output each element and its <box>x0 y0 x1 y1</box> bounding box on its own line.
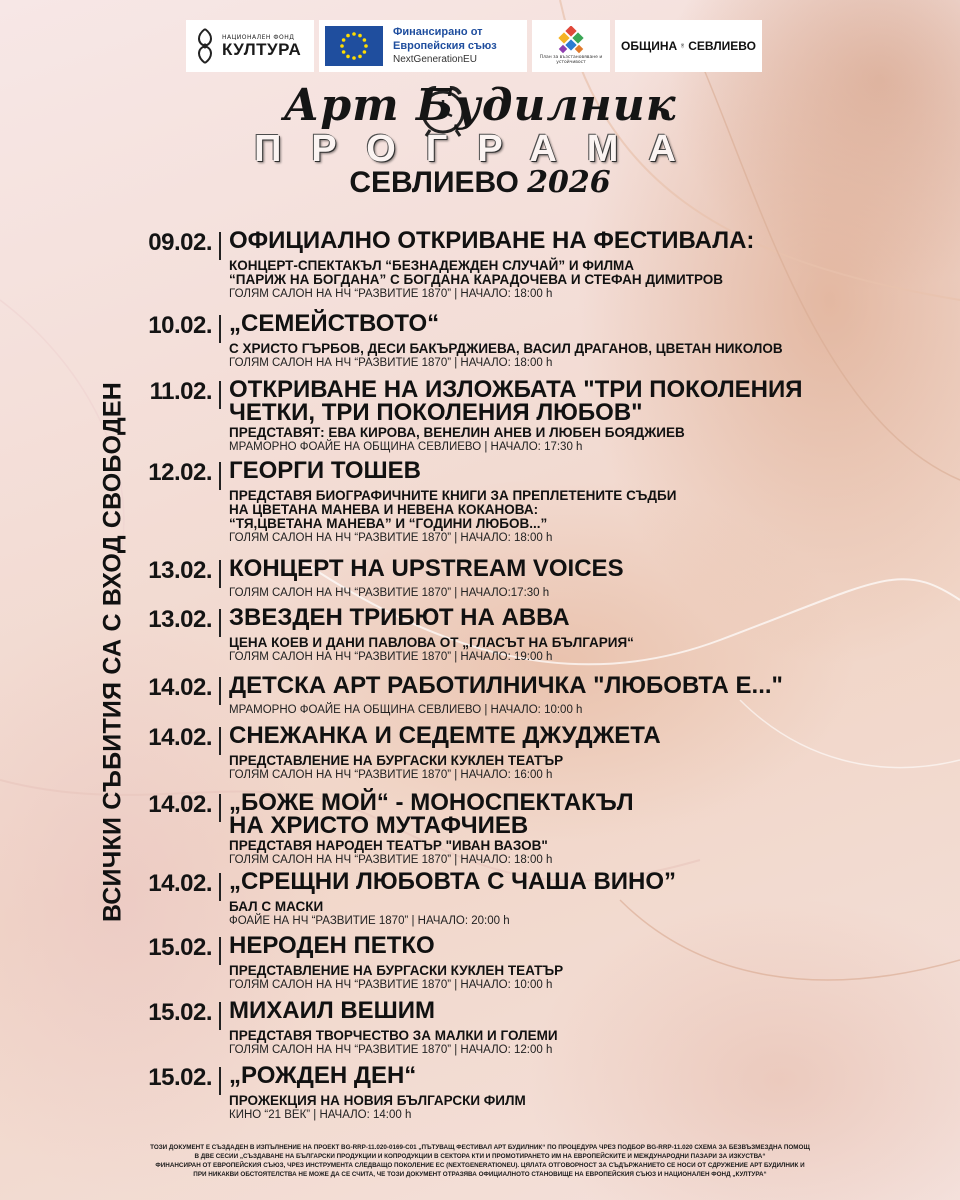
free-entry-note: ВСИЧКИ СЪБИТИЯ СА С ВХОД СВОБОДЕН <box>98 381 127 923</box>
city-year-heading <box>0 165 960 200</box>
event-subtitle: ПРЕДСТАВЯ ТВОРЧЕСТВО ЗА МАЛКИ И ГОЛЕМИ <box>229 1028 558 1043</box>
divider <box>219 315 221 343</box>
event-subtitle: ПРЕДСТАВЯ БИОГРАФИЧНИТЕ КНИГИ ЗА ПРЕПЛЕТЕНИТЕ СЪДБИ <box>229 488 677 503</box>
disclaimer-line: ФИНАНСИРАН ОТ ЕВРОПЕЙСКИЯ СЪЮЗ, ЧРЕЗ ИНСТРУМЕНТА СЛЕДВАЩО ПОКОЛЕНИЕ ЕС (NEXTGENERATIONEU). ЦЯЛАТА ОТГОВОРНОСТ ЗА СЪДЪРЖАНИЕТО СЕ НОСИ ОТ СДРУЖЕНИЕ АРТ БУДИЛНИК И <box>155 1162 805 1169</box>
event-title-line-2: НА ХРИСТО МУТАФЧИЕВ <box>229 812 529 839</box>
event-title: ДЕТСКА АРТ РАБОТИЛНИЧКА "ЛЮБОВТА Е..." <box>229 672 783 699</box>
divider <box>219 560 221 588</box>
event-date: 15.02. <box>148 1064 212 1091</box>
event-subtitle: ПРЕДСТАВЯТ: ЕВА КИРОВА, ВЕНЕЛИН АНЕВ И ЛЮБЕН БОЯДЖИЕВ <box>229 425 685 440</box>
event-venue: ГОЛЯМ САЛОН НА НЧ “РАЗВИТИЕ 1870” | НАЧАЛО: 18:00 h <box>229 532 553 544</box>
event-date: 10.02. <box>148 312 212 339</box>
divider <box>219 1002 221 1030</box>
city-name: СЕВЛИЕВО <box>349 166 519 199</box>
kultura-small-text: НАЦИОНАЛЕН ФОНД <box>222 33 295 41</box>
event-title: НЕРОДЕН ПЕТКО <box>229 932 435 959</box>
eu-line-2: Европейския съюз <box>393 39 497 52</box>
event-title: „СРЕЩНИ ЛЮБОВТА С ЧАША ВИНО” <box>229 868 677 895</box>
event-venue: ГОЛЯМ САЛОН НА НЧ “РАЗВИТИЕ 1870” | НАЧАЛО: 18:00 h <box>229 288 553 300</box>
kultura-emblem-icon <box>194 27 216 65</box>
event-date: 13.02. <box>148 606 212 633</box>
divider <box>219 794 221 822</box>
divider <box>219 873 221 901</box>
event-title: МИХАИЛ ВЕШИМ <box>229 997 436 1024</box>
disclaimer-line: ПРИ НИКАКВИ ОБСТОЯТЕЛСТВА НЕ МОЖЕ ДА СЕ СЧИТА, ЧЕ ТОЗИ ДОКУМЕНТ ОТРАЗЯВА ОФИЦИАЛНОТО СТАНОВИЩЕ НА ЕВРОПЕЙСКИЯ СЪЮЗ И НАЦИОНАЛЕН ФОНД „КУЛТУРА“ <box>193 1171 767 1178</box>
event-title-line-2: ЧЕТКИ, ТРИ ПОКОЛЕНИЯ ЛЮБОВ" <box>229 399 643 426</box>
divider <box>219 381 221 409</box>
divider <box>219 937 221 965</box>
event-subtitle: ПРЕДСТАВЛЕНИЕ НА БУРГАСКИ КУКЛЕН ТЕАТЪР <box>229 963 564 978</box>
funding-disclaimer <box>80 1143 880 1179</box>
year: 2026 <box>527 165 611 200</box>
event-title: „РОЖДЕН ДЕН“ <box>229 1062 417 1089</box>
program-heading: ПРОГРАМА <box>254 128 706 170</box>
event-subtitle: ПРОЖЕКЦИЯ НА НОВИЯ БЪЛГАРСКИ ФИЛМ <box>229 1093 526 1108</box>
event-venue: ГОЛЯМ САЛОН НА НЧ “РАЗВИТИЕ 1870” | НАЧАЛО: 18:00 h <box>229 357 553 369</box>
event-subtitle: НА ЦВЕТАНА МАНЕВА И НЕВЕНА КОКАНОВА: <box>229 502 539 517</box>
event-subtitle: С ХРИСТО ГЪРБОВ, ДЕСИ БАКЪРДЖИЕВА, ВАСИЛ ДРАГАНОВ, ЦВЕТАН НИКОЛОВ <box>229 341 783 356</box>
event-venue: КИНО “21 ВЕК” | НАЧАЛО: 14:00 h <box>229 1109 412 1121</box>
partner-logos <box>186 20 762 72</box>
event-date: 14.02. <box>148 674 212 701</box>
sevlievo-municipality-logo <box>615 20 762 72</box>
kultura-logo <box>186 20 314 72</box>
event-title: КОНЦЕРТ НА UPSTREAM VOICES <box>229 555 624 582</box>
event-date: 15.02. <box>148 999 212 1026</box>
event-date: 14.02. <box>148 791 212 818</box>
event-subtitle: “ТЯ,ЦВЕТАНА МАНЕВА” И “ГОДИНИ ЛЮБОВ...” <box>229 516 548 531</box>
event-venue: ГОЛЯМ САЛОН НА НЧ “РАЗВИТИЕ 1870” | НАЧАЛО: 12:00 h <box>229 1044 553 1056</box>
event-title: ОФИЦИАЛНО ОТКРИВАНЕ НА ФЕСТИВАЛА: <box>229 227 755 254</box>
event-subtitle: “ПАРИЖ НА БОГДАНА” С БОГДАНА КАРАДОЧЕВА И СТЕФАН ДИМИТРОВ <box>229 272 724 287</box>
divider <box>219 609 221 637</box>
event-date: 13.02. <box>148 557 212 584</box>
kultura-big-text: КУЛТУРА <box>222 39 302 59</box>
eu-flag-icon <box>325 26 383 66</box>
event-date: 14.02. <box>148 870 212 897</box>
event-subtitle: ПРЕДСТАВЯ НАРОДЕН ТЕАТЪР "ИВАН ВАЗОВ" <box>229 838 548 853</box>
disclaimer-line: ТОЗИ ДОКУМЕНТ Е СЪЗДАДЕН В ИЗПЪЛНЕНИЕ НА ПРОЕКТ BG-RRP-11.020-0169-C01 „ПЪТУВАЩ ФЕСТИВАЛ АРТ БУДИЛНИК“ ПО ПРОЦЕДУРА ЧРЕЗ ПОДБОР BG-RRP-11.020 СХЕМА ЗА БЕЗВЪЗМЕЗДНА ПОМОЩ <box>150 1144 810 1151</box>
eu-line-3: NextGenerationEU <box>393 53 477 65</box>
event-subtitle: КОНЦЕРТ-СПЕКТАКЪЛ “БЕЗНАДЕЖДЕН СЛУЧАЙ” И ФИЛМА <box>229 258 635 273</box>
recovery-plan-icon <box>554 26 588 56</box>
event-venue: МРАМОРНО ФОАЙЕ НА ОБЩИНА СЕВЛИЕВО | НАЧАЛО: 17:30 h <box>229 441 583 453</box>
disclaimer-line: В ДВЕ СЕСИИ „СЪЗДАВАНЕ НА БЪЛГАРСКИ ПРОДУКЦИИ И КОПРОДУКЦИИ В СЕКТОРА КТИ И ПРОМОТИРАНЕТО ИМ НА ЕВРОПЕЙСКИТЕ И МЕЖДУНАРОДНИ ПАЗАРИ ЗА ИЗКУСТВА“ <box>194 1153 766 1160</box>
event-title: СНЕЖАНКА И СЕДЕМТЕ ДЖУДЖЕТА <box>229 722 661 749</box>
event-venue: ГОЛЯМ САЛОН НА НЧ “РАЗВИТИЕ 1870” | НАЧАЛО: 18:00 h <box>229 854 553 866</box>
event-subtitle: ЦЕНА КОЕВ И ДАНИ ПАВЛОВА ОТ „ГЛАСЪТ НА БЪЛГАРИЯ“ <box>229 635 634 650</box>
sevlievo-left-text: ОБЩИНА <box>621 39 678 53</box>
event-venue: ГОЛЯМ САЛОН НА НЧ “РАЗВИТИЕ 1870” | НАЧАЛО: 10:00 h <box>229 979 553 991</box>
divider <box>219 232 221 260</box>
event-subtitle: ПРЕДСТАВЛЕНИЕ НА БУРГАСКИ КУКЛЕН ТЕАТЪР <box>229 753 564 768</box>
event-date: 12.02. <box>148 459 212 486</box>
event-date: 14.02. <box>148 724 212 751</box>
eu-line-1: Финансирано от <box>393 26 483 38</box>
event-date: 15.02. <box>148 934 212 961</box>
event-date: 09.02. <box>148 229 212 256</box>
event-venue: ФОАЙЕ НА НЧ “РАЗВИТИЕ 1870” | НАЧАЛО: 20:00 h <box>229 915 510 927</box>
event-title: „БОЖЕ МОЙ“ - МОНОСПЕКТАКЪЛ <box>229 789 634 816</box>
recovery-plan-logo <box>532 20 610 72</box>
festival-title: Арт Будилник <box>283 80 677 131</box>
event-title: ЗВЕЗДЕН ТРИБЮТ НА АВВА <box>229 604 570 631</box>
sevlievo-right-text: СЕВЛИЕВО <box>688 39 756 53</box>
event-venue: ГОЛЯМ САЛОН НА НЧ “РАЗВИТИЕ 1870” | НАЧАЛО:17:30 h <box>229 587 550 599</box>
event-title: ОТКРИВАНЕ НА ИЗЛОЖБАТА "ТРИ ПОКОЛЕНИЯ <box>229 376 803 403</box>
event-title: „СЕМЕЙСТВОТО“ <box>229 310 440 337</box>
event-subtitle: БАЛ С МАСКИ <box>229 899 324 914</box>
recovery-plan-text: План за възстановяване и устойчивост <box>539 55 603 65</box>
divider <box>219 727 221 755</box>
event-venue: ГОЛЯМ САЛОН НА НЧ “РАЗВИТИЕ 1870” | НАЧАЛО: 19:00 h <box>229 651 553 663</box>
event-venue: МРАМОРНО ФОАЙЕ НА ОБЩИНА СЕВЛИЕВО | НАЧАЛО: 10:00 h <box>229 704 583 716</box>
divider <box>219 1067 221 1095</box>
event-date: 11.02. <box>149 378 212 405</box>
divider <box>219 462 221 490</box>
event-title: ГЕОРГИ ТОШЕВ <box>229 457 421 484</box>
eu-funding-logo <box>319 20 527 72</box>
divider <box>219 677 221 705</box>
sevlievo-crest-icon <box>681 29 684 63</box>
event-venue: ГОЛЯМ САЛОН НА НЧ “РАЗВИТИЕ 1870” | НАЧАЛО: 16:00 h <box>229 769 553 781</box>
